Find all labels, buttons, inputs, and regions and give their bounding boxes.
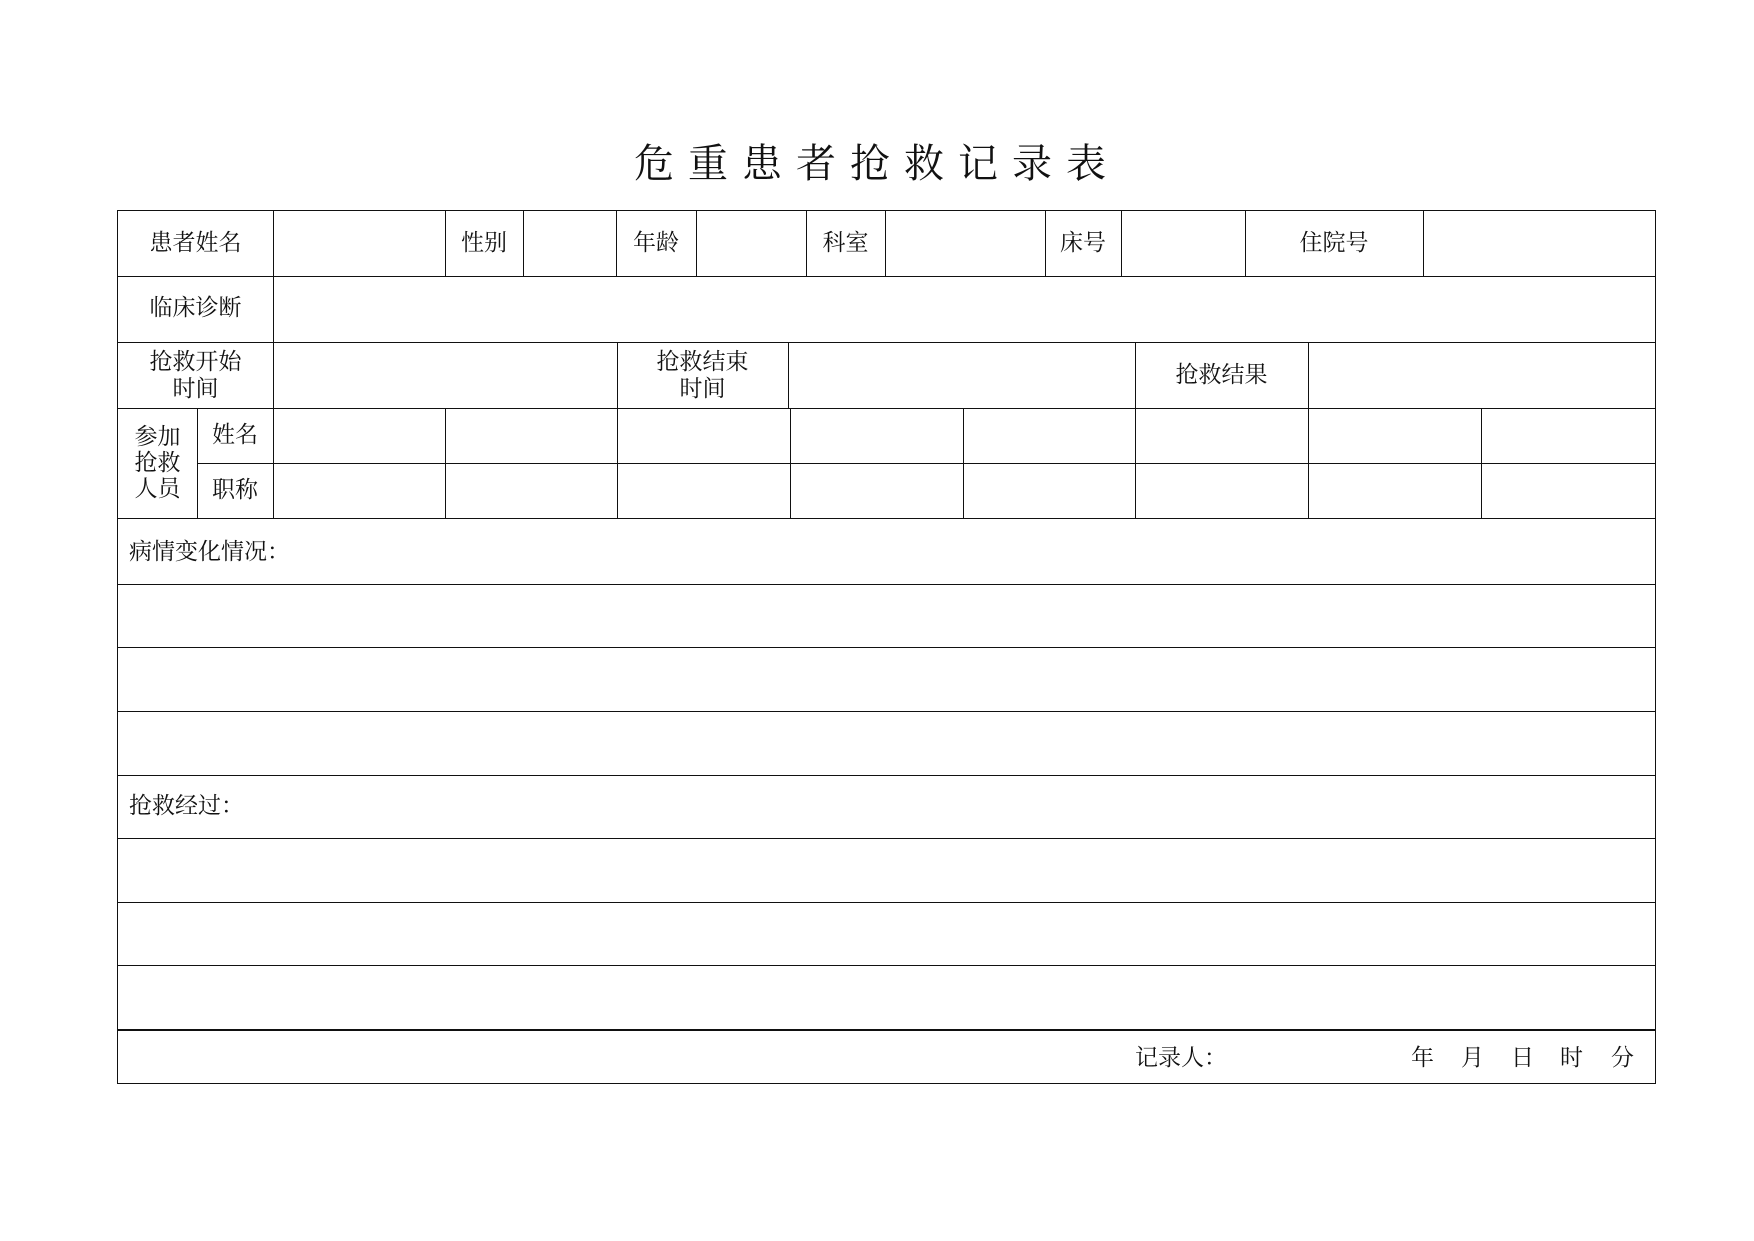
bed-label: 床号 bbox=[1060, 230, 1106, 256]
staff-name-cell[interactable] bbox=[619, 410, 789, 462]
staff-title-cell[interactable] bbox=[792, 465, 962, 517]
date-day-label: 日 bbox=[1511, 1045, 1534, 1071]
staff-title-cell[interactable] bbox=[1137, 465, 1307, 517]
start-time-label-line2: 时间 bbox=[172, 376, 219, 402]
staff-group-label-line1: 参加 bbox=[134, 424, 181, 450]
date-month-label: 月 bbox=[1461, 1045, 1484, 1071]
staff-name-cell[interactable] bbox=[447, 410, 616, 462]
staff-name-cell[interactable] bbox=[1137, 410, 1307, 462]
result-label: 抢救结果 bbox=[1175, 362, 1268, 388]
condition-line[interactable] bbox=[120, 713, 1653, 774]
gender-label: 性别 bbox=[461, 230, 507, 256]
age-field[interactable] bbox=[698, 213, 805, 275]
process-line[interactable] bbox=[120, 904, 1653, 964]
staff-name-cell[interactable] bbox=[1310, 410, 1480, 462]
date-year-label: 年 bbox=[1411, 1045, 1434, 1071]
recorder-label: 记录人： bbox=[1135, 1045, 1227, 1071]
end-time-label bbox=[617, 349, 788, 403]
diagnosis-field[interactable] bbox=[275, 278, 1653, 341]
condition-line[interactable] bbox=[120, 649, 1653, 710]
staff-name-cell[interactable] bbox=[792, 410, 962, 462]
process-line[interactable] bbox=[120, 840, 1653, 901]
staff-title-cell[interactable] bbox=[447, 465, 616, 517]
staff-title-cell[interactable] bbox=[965, 465, 1134, 517]
date-minute-label: 分 bbox=[1611, 1045, 1634, 1071]
bed-field[interactable] bbox=[1123, 213, 1244, 275]
start-time-label bbox=[118, 349, 273, 403]
staff-title-cell[interactable] bbox=[275, 465, 444, 517]
end-time-field[interactable] bbox=[790, 344, 1134, 407]
condition-line[interactable] bbox=[120, 586, 1653, 646]
start-time-label-line1: 抢救开始 bbox=[149, 349, 242, 375]
staff-group-label-line3: 人员 bbox=[134, 476, 181, 502]
admission-no-label: 住院号 bbox=[1299, 230, 1369, 256]
row-divider bbox=[118, 775, 1655, 776]
start-time-field[interactable] bbox=[275, 344, 616, 407]
staff-title-cell[interactable] bbox=[1483, 465, 1653, 517]
row-divider bbox=[118, 1029, 1655, 1031]
form-title: 危重患者抢救记录表 bbox=[634, 141, 1120, 187]
end-time-label-line2: 时间 bbox=[679, 376, 726, 402]
staff-name-cell[interactable] bbox=[275, 410, 444, 462]
result-field[interactable] bbox=[1310, 344, 1653, 407]
row-divider bbox=[118, 518, 1655, 519]
condition-label: 病情变化情况： bbox=[129, 539, 290, 565]
end-time-label-line1: 抢救结束 bbox=[656, 349, 749, 375]
department-field[interactable] bbox=[887, 213, 1044, 275]
staff-group-label bbox=[118, 424, 197, 502]
process-label: 抢救经过： bbox=[129, 793, 244, 819]
patient-name-label: 患者姓名 bbox=[149, 230, 242, 256]
recorder-field[interactable] bbox=[1230, 1037, 1410, 1081]
department-label: 科室 bbox=[822, 230, 869, 256]
process-line[interactable] bbox=[120, 967, 1653, 1028]
date-hour-label: 时 bbox=[1560, 1045, 1583, 1071]
gender-field[interactable] bbox=[525, 213, 615, 275]
staff-group-label-line2: 抢救 bbox=[134, 450, 181, 476]
rescue-record-form bbox=[117, 210, 1656, 1084]
age-label: 年龄 bbox=[633, 230, 679, 256]
staff-title-cell[interactable] bbox=[1310, 465, 1480, 517]
staff-title-label: 职称 bbox=[212, 477, 258, 503]
staff-name-cell[interactable] bbox=[965, 410, 1134, 462]
admission-no-field[interactable] bbox=[1425, 213, 1653, 275]
diagnosis-label: 临床诊断 bbox=[149, 295, 242, 321]
staff-name-cell[interactable] bbox=[1483, 410, 1653, 462]
patient-name-field[interactable] bbox=[275, 213, 444, 275]
staff-name-label: 姓名 bbox=[212, 422, 258, 448]
staff-title-cell[interactable] bbox=[619, 465, 789, 517]
